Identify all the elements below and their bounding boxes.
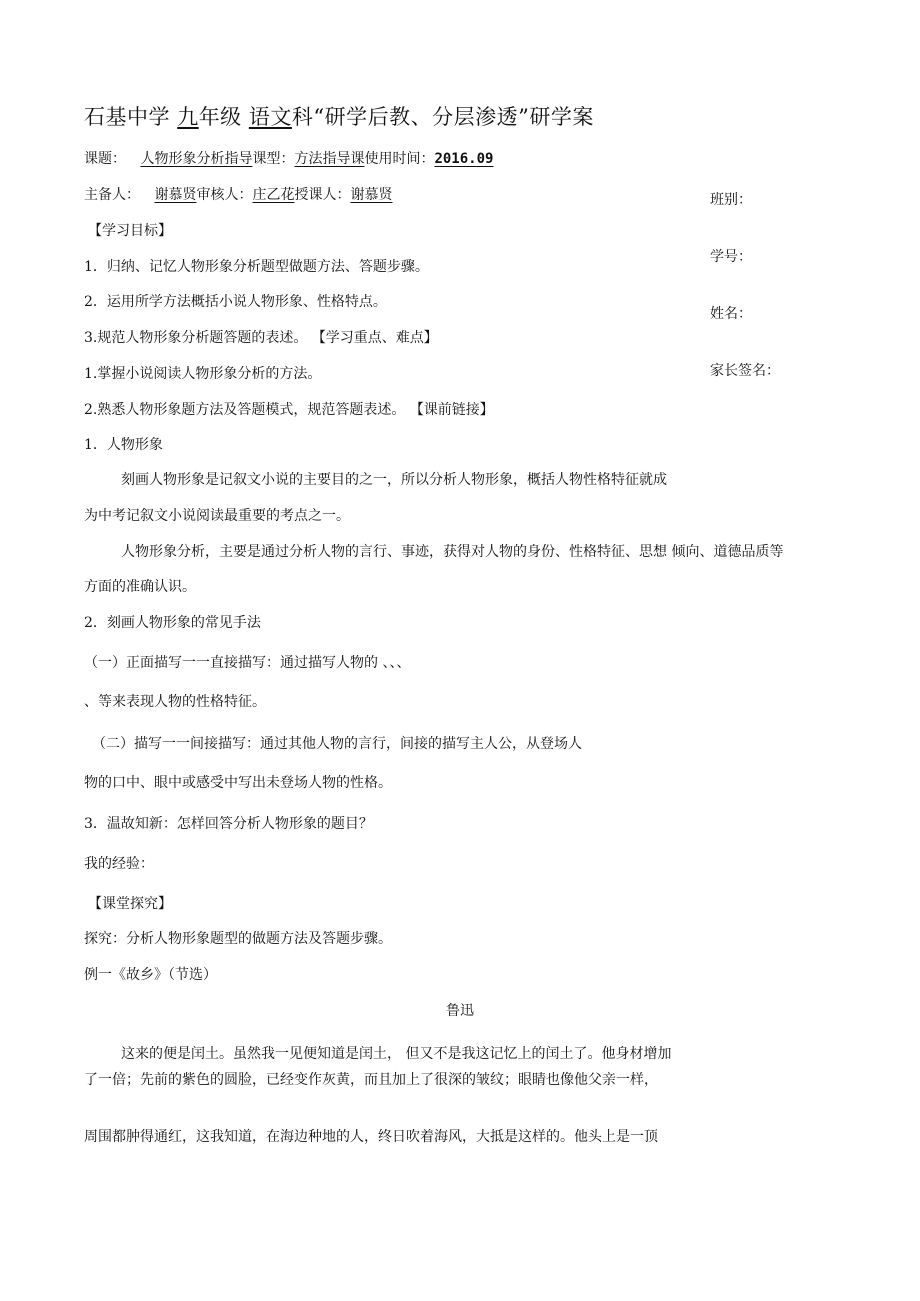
paragraph-1-line-2: 为中考记叙文小说阅读最重要的考点之一。 <box>84 508 350 524</box>
reviewer-value: 庄乙花 <box>252 187 295 203</box>
subject-value: 语文 <box>248 105 292 129</box>
key-point-2: 2.熟悉人物形象题方法及答题模式，规范答题表述。 【课前链接】 <box>84 402 494 418</box>
method-2-line-1: （二）描写一一间接描写：通过其他人物的言行，间接的描写主人公，从登场人 <box>92 736 582 752</box>
goal-item-2: 2．运用所学方法概括小说人物形象、性格特点。 <box>84 294 387 310</box>
reviewer-label: 审核人： <box>196 187 253 203</box>
meta-line-topic <box>84 152 493 166</box>
number-field-label: 学号： <box>710 249 752 265</box>
parent-sign-label: 家长签名： <box>710 363 780 379</box>
meta-line-people <box>84 188 392 202</box>
school-name: 石基中学 <box>84 105 170 129</box>
teacher-label: 授课人： <box>294 187 351 203</box>
topic-label: 课题： <box>84 151 126 167</box>
name-field-label: 姓名： <box>710 306 752 322</box>
paragraph-2-line-1: 人物形象分析，主要是通过分析人物的言行、事迹，获得对人物的身份、性格特征、思想 倾向、道德品质等 <box>121 544 784 560</box>
teacher-value: 谢慕贤 <box>350 187 393 203</box>
author-name: 鲁迅 <box>446 1003 474 1019</box>
preparer-label: 主备人： <box>84 187 140 203</box>
topic-value: 人物形象分析指导 <box>140 151 253 167</box>
example-title: 例一《故乡》（节选） <box>84 967 217 983</box>
time-value: 2016.09 <box>434 151 494 167</box>
method-2-line-2: 物的口中、眼中或感受中写出未登场人物的性格。 <box>84 775 392 791</box>
section-1-heading: 1．人物形象 <box>84 437 163 453</box>
explore-task: 探究：分析人物形象题型的做题方法及答题步骤。 <box>84 931 392 947</box>
page-title <box>84 107 594 128</box>
explore-heading: 【课堂探究】 <box>88 896 172 912</box>
grade-value: 九 <box>177 105 199 129</box>
goal-item-3: 3.规范人物形象分析题答题的表述。 【学习重点、难点】 <box>84 330 438 346</box>
paragraph-1-line-1: 刻画人物形象是记叙文小说的主要目的之一，所以分析人物形象，概括人物性格特征就成 <box>121 472 667 488</box>
story-line-2: 了一倍；先前的紫色的圆脸，已经变作灰黄，而且加上了很深的皱纹；眼睛也像他父亲一样， <box>84 1072 658 1088</box>
paragraph-2-line-2: 方面的准确认识。 <box>84 579 196 595</box>
class-field-label: 班别： <box>710 192 752 208</box>
story-line-3: 周围都肿得通红，这我知道，在海边种地的人，终日吹着海风，大抵是这样的。他头上是一顶 <box>84 1129 658 1145</box>
time-label: 使用时间： <box>364 151 435 167</box>
type-label: 课型： <box>252 151 295 167</box>
section-2-heading: 2．刻画人物形象的常见手法 <box>84 615 261 631</box>
grade-suffix: 年级 <box>198 105 242 129</box>
key-point-1: 1.掌握小说阅读人物形象分析的方法。 <box>84 366 322 382</box>
title-rest: 科“研学后教、分层渗透”研学案 <box>291 105 594 129</box>
preparer-value: 谢慕贤 <box>154 187 197 203</box>
method-1-line-1: （一）正面描写一一直接描写：通过描写人物的 、、、 <box>84 655 411 671</box>
story-line-1: 这来的便是闰土。虽然我一见便知道是闰土， 但又不是我这记忆上的闰土了。他身材增加 <box>121 1046 672 1062</box>
goal-item-1: 1．归纳、记忆人物形象分析题型做题方法、答题步骤。 <box>84 259 429 275</box>
experience-label: 我的经验： <box>84 856 154 872</box>
method-1-line-2: 、等来表现人物的性格特征。 <box>84 694 266 710</box>
type-value: 方法指导课 <box>294 151 365 167</box>
goals-heading: 【学习目标】 <box>88 223 172 239</box>
section-3-heading: 3．温故知新：怎样回答分析人物形象的题目？ <box>84 816 373 832</box>
